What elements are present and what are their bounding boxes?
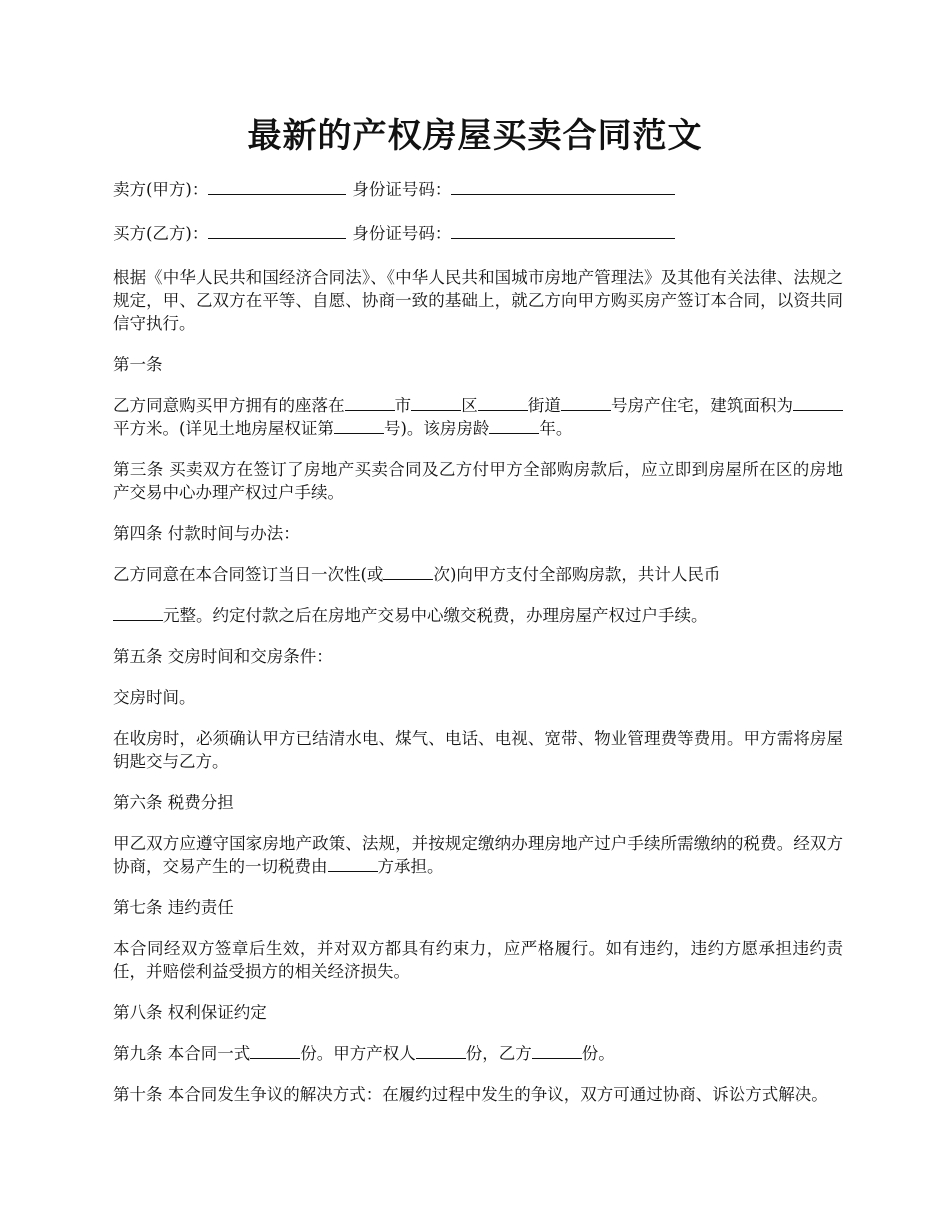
street-blank bbox=[478, 394, 528, 411]
area-blank bbox=[793, 394, 843, 411]
seller-id-blank bbox=[451, 178, 675, 195]
article-1-text: 号)。该房房龄 bbox=[383, 419, 490, 438]
article-6-heading: 第六条 税费分担 bbox=[113, 793, 234, 812]
article-6-text: 甲乙双方应遵守国家房地产政策、法规，并按规定缴纳办理房地产过户手续所需缴纳的税费。经双方协商，交易产生的一切税费由 bbox=[113, 834, 843, 876]
article-9-text: 份。甲方产权人 bbox=[300, 1044, 416, 1063]
article-9-text: 第九条 本合同一式 bbox=[113, 1044, 251, 1063]
article-4-paragraph-2 bbox=[113, 604, 843, 627]
buyer-id-blank bbox=[451, 222, 675, 239]
certificate-blank bbox=[334, 417, 384, 434]
article-1-text: 年。 bbox=[539, 419, 573, 438]
document-title: 最新的产权房屋买卖合同范文 bbox=[247, 116, 703, 156]
article-1-text: 乙方同意购买甲方拥有的座落在 bbox=[113, 396, 345, 415]
article-1-text: 平方米。(详见土地房屋权证第 bbox=[113, 419, 334, 438]
copies-seller-blank bbox=[416, 1042, 466, 1059]
article-1-text: 号房产住宅，建筑面积为 bbox=[610, 396, 794, 415]
article-6-text: 方承担。 bbox=[377, 857, 444, 876]
installments-blank bbox=[383, 563, 433, 580]
article-5-time: 交房时间。 bbox=[113, 688, 196, 707]
article-5-heading: 第五条 交房时间和交房条件： bbox=[113, 647, 333, 666]
article-9-text: 份，乙方 bbox=[465, 1044, 532, 1063]
city-blank bbox=[345, 394, 395, 411]
article-4-text: 元整。约定付款之后在房地产交易中心缴交税费，办理房屋产权过户手续。 bbox=[163, 606, 708, 625]
seller-line bbox=[113, 178, 843, 201]
article-9-text: 份。 bbox=[581, 1044, 615, 1063]
seller-id-label: 身份证号码： bbox=[352, 180, 452, 199]
preamble-paragraph: 根据《中华人民共和国经济合同法》、《中华人民共和国城市房地产管理法》及其他有关法律、法规之规定，甲、乙双方在平等、自愿、协商一致的基础上，就乙方向甲方购买房产签订本合同，以资共同信守执行。 bbox=[113, 268, 843, 333]
article-7-heading: 第七条 违约责任 bbox=[113, 898, 234, 917]
copies-buyer-blank bbox=[532, 1042, 582, 1059]
age-blank bbox=[489, 417, 539, 434]
article-4-text: 次)向甲方支付全部购房款，共计人民币 bbox=[433, 565, 721, 584]
article-1-text: 区 bbox=[461, 396, 478, 415]
article-1-text: 市 bbox=[394, 396, 412, 415]
buyer-label: 买方(乙方)： bbox=[113, 224, 209, 243]
seller-name-blank bbox=[208, 178, 346, 195]
article-5-paragraph: 在收房时，必须确认甲方已结清水电、煤气、电话、电视、宽带、物业管理费等费用。甲方需将房屋钥匙交与乙方。 bbox=[113, 729, 843, 771]
tax-party-blank bbox=[328, 855, 378, 872]
copies-total-blank bbox=[250, 1042, 300, 1059]
article-4-heading: 第四条 付款时间与办法： bbox=[113, 524, 300, 543]
article-1-text: 街道 bbox=[527, 396, 561, 415]
article-4-text: 乙方同意在本合同签订当日一次性(或 bbox=[113, 565, 384, 584]
article-9-paragraph bbox=[113, 1042, 843, 1065]
article-8-heading: 第八条 权利保证约定 bbox=[113, 1003, 267, 1022]
amount-blank bbox=[113, 604, 163, 621]
document-body bbox=[113, 178, 843, 1124]
article-1-heading: 第一条 bbox=[113, 355, 163, 374]
seller-label: 卖方(甲方)： bbox=[113, 180, 209, 199]
buyer-name-blank bbox=[208, 222, 346, 239]
article-6-paragraph bbox=[113, 832, 843, 878]
article-1-paragraph bbox=[113, 394, 843, 440]
article-7-paragraph: 本合同经双方签章后生效，并对双方都具有约束力，应严格履行。如有违约，违约方愿承担违约责任，并赔偿利益受损方的相关经济损失。 bbox=[113, 939, 843, 981]
buyer-id-label: 身份证号码： bbox=[352, 224, 452, 243]
article-10-paragraph: 第十条 本合同发生争议的解决方式：在履约过程中发生的争议，双方可通过协商、诉讼方式解决。 bbox=[113, 1085, 828, 1104]
article-3-paragraph: 第三条 买卖双方在签订了房地产买卖合同及乙方付甲方全部购房款后，应立即到房屋所在区的房地产交易中心办理产权过户手续。 bbox=[113, 460, 843, 502]
number-blank bbox=[561, 394, 611, 411]
buyer-line bbox=[113, 222, 843, 245]
district-blank bbox=[411, 394, 461, 411]
article-4-paragraph-1 bbox=[113, 563, 843, 586]
